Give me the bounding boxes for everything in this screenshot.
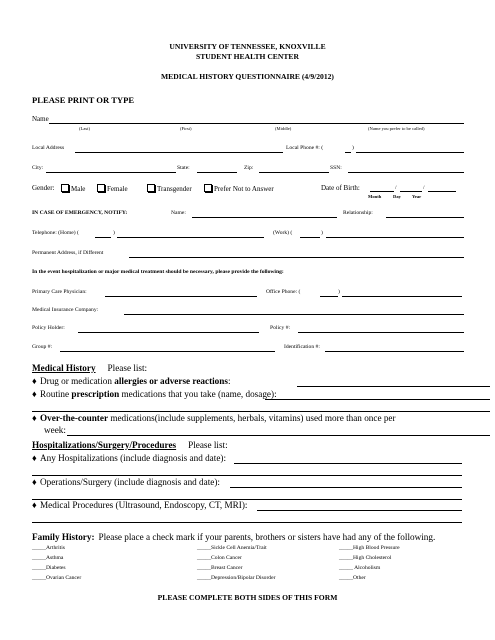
diamond-bullet-icon: ♦ bbox=[32, 389, 37, 399]
city-label: City: bbox=[32, 165, 44, 171]
office-phone-area-field[interactable] bbox=[320, 296, 338, 297]
emergency-home-phone-field[interactable] bbox=[117, 237, 264, 238]
dob-day-caption: Day bbox=[393, 194, 401, 199]
name-first-caption: (First) bbox=[180, 126, 192, 131]
family-item-alcoholism[interactable]: _____ Alcoholism bbox=[339, 565, 381, 571]
dob-day-field[interactable] bbox=[400, 191, 422, 192]
permanent-address-field[interactable] bbox=[129, 257, 464, 258]
procedures-field-2[interactable] bbox=[32, 522, 462, 523]
emergency-home-phone-label: Telephone: (Home) ( bbox=[32, 230, 79, 236]
hospitalizations-heading: Hospitalizations/Surgery/Procedures Please list: bbox=[32, 440, 228, 450]
policy-number-field[interactable] bbox=[298, 332, 464, 333]
state-field[interactable] bbox=[197, 172, 237, 173]
procedures-field[interactable] bbox=[257, 510, 462, 511]
prescription-field[interactable] bbox=[265, 399, 490, 400]
procedures-item: ♦ Medical Procedures (Ultrasound, Endoscopy, CT, MRI): bbox=[32, 500, 248, 510]
diamond-bullet-icon: ♦ bbox=[32, 376, 37, 386]
emergency-relationship-field[interactable] bbox=[386, 217, 464, 218]
name-last-caption: (Last) bbox=[79, 126, 90, 131]
hospitalizations-field[interactable] bbox=[234, 463, 462, 464]
local-address-label: Local Address bbox=[32, 145, 65, 151]
checkbox-icon bbox=[61, 184, 69, 192]
gender-option-male[interactable]: Male bbox=[61, 184, 85, 193]
identification-field[interactable] bbox=[325, 351, 464, 352]
gender-option-female[interactable]: Female bbox=[97, 184, 128, 193]
office-phone-close: ) bbox=[338, 289, 340, 295]
form-page: UNIVERSITY OF TENNESSEE, KNOXVILLE STUDENT HEALTH CENTER MEDICAL HISTORY QUESTIONNAIRE (4/9/2012) PLEASE PRINT OR TYPE Name (Last) (First) (Middle) (Name you prefer to be called) Local Address Local Phone #: ( ) City: State: Zip: SSN: Gender: Male Female Transgender Prefer Not to Answer Date of Birth: / / Month Day Year IN CASE OF EMERGENCY, NOTIFY: Name: Relationship: Telephone: (Home) ( ) (Work) ( ) Permanent Address, if Different In the event hospitalization or major medical treatment should be necessary, please provide the following: Primary Care Physician: Office Phone: ( ) Medical Insurance Company: Policy Holder: Policy #: Group #: Identification #: Medical History Please list: ♦ Drug or medication allergies or adverse reactions: ♦ Routine prescription medications that you take (name, dosage): ♦ Over-the-counter medications(include supplements, herbals, vitamins) used more than once per week: Hospitalizations/Surgery/Procedures Please list: ♦ Any Hospitalizations (include diagnosis and date): ♦ Operations/Surgery (include diagnosis and date): ♦ Medical Procedures (Ultrasound, Endoscopy, CT, MRI): Family History: Please place a check mark if your parents, brothers or sisters have had any of the following. _____Arthritis _____Sickle Cell Anemia/Trait _____High Blood Pressure _____Asthma _____Colon Cancer _____High Cholesterol _____Diabetes _____Breast Cancer _____ Alcoholism _____Ovarian Cancer _____Depression/Bipolar Disorder _____Other PLEASE COMPLETE BOTH SIDES OF THIS FORM bbox=[0, 0, 495, 640]
gender-label: Gender: bbox=[32, 184, 55, 192]
family-history-heading: Family History: Please place a check mark if your parents, brothers or sisters have had any of the following. bbox=[32, 532, 436, 542]
emergency-work-close: ) bbox=[321, 230, 323, 236]
emergency-work-phone-field[interactable] bbox=[326, 237, 464, 238]
checkbox-icon bbox=[147, 184, 155, 192]
family-item-sickle-cell[interactable]: _____Sickle Cell Anemia/Trait bbox=[197, 545, 267, 551]
local-phone-field[interactable] bbox=[356, 152, 464, 153]
local-address-field[interactable] bbox=[75, 152, 283, 153]
otc-week-label: week: bbox=[44, 425, 66, 435]
hospitalizations-field-2[interactable] bbox=[32, 475, 462, 476]
diamond-bullet-icon: ♦ bbox=[32, 413, 37, 423]
insurance-company-label: Medical Insurance Company: bbox=[32, 307, 99, 313]
state-label: State: bbox=[177, 165, 190, 171]
zip-label: Zip: bbox=[244, 165, 254, 171]
emergency-home-close: ) bbox=[113, 230, 115, 236]
dob-year-field[interactable] bbox=[428, 191, 456, 192]
name-preferred-caption: (Name you prefer to be called) bbox=[368, 126, 425, 131]
name-middle-caption: (Middle) bbox=[275, 126, 292, 131]
dob-month-caption: Month bbox=[368, 194, 382, 199]
family-item-diabetes[interactable]: _____Diabetes bbox=[32, 565, 66, 571]
local-phone-close: ) bbox=[352, 145, 354, 151]
city-field[interactable] bbox=[46, 172, 176, 173]
diamond-bullet-icon: ♦ bbox=[32, 500, 37, 510]
family-item-ovarian-cancer[interactable]: _____Ovarian Cancer bbox=[32, 575, 82, 581]
family-item-other[interactable]: _____Other bbox=[339, 575, 366, 581]
ssn-label: SSN: bbox=[330, 165, 342, 171]
emergency-work-area-field[interactable] bbox=[300, 237, 320, 238]
zip-field[interactable] bbox=[259, 172, 329, 173]
office-phone-label: Office Phone: ( bbox=[266, 289, 301, 295]
policy-holder-field[interactable] bbox=[78, 332, 259, 333]
group-number-label: Group #: bbox=[32, 344, 53, 350]
university-title: UNIVERSITY OF TENNESSEE, KNOXVILLE bbox=[169, 42, 326, 51]
otc-item: ♦ Over-the-counter medications(include supplements, herbals, vitamins) used more than once per bbox=[32, 413, 396, 423]
prescription-item: ♦ Routine prescription medications that you take (name, dosage): bbox=[32, 389, 277, 399]
center-title: STUDENT HEALTH CENTER bbox=[196, 52, 299, 61]
emergency-name-field[interactable] bbox=[192, 217, 337, 218]
surgery-field[interactable] bbox=[230, 487, 462, 488]
pcp-label: Primary Care Physician: bbox=[32, 289, 87, 295]
family-item-depression[interactable]: _____Depression/Bipolar Disorder bbox=[197, 575, 276, 581]
group-number-field[interactable] bbox=[60, 351, 275, 352]
allergies-field[interactable] bbox=[297, 386, 490, 387]
family-item-high-blood-pressure[interactable]: _____High Blood Pressure bbox=[339, 545, 400, 551]
local-phone-label: Local Phone #: ( bbox=[286, 145, 324, 151]
pcp-field[interactable] bbox=[105, 296, 257, 297]
identification-label: Identification #: bbox=[284, 344, 320, 350]
family-item-arthritis[interactable]: _____Arthritis bbox=[32, 545, 65, 551]
allergies-item: ♦ Drug or medication allergies or adverse reactions: bbox=[32, 376, 231, 386]
family-item-asthma[interactable]: _____Asthma bbox=[32, 555, 64, 561]
form-title: MEDICAL HISTORY QUESTIONNAIRE (4/9/2012) bbox=[161, 72, 334, 81]
surgery-item: ♦ Operations/Surgery (include diagnosis and date): bbox=[32, 477, 220, 487]
prescription-field-2[interactable] bbox=[32, 411, 490, 412]
diamond-bullet-icon: ♦ bbox=[32, 453, 37, 463]
diamond-bullet-icon: ♦ bbox=[32, 477, 37, 487]
dob-year-caption: Year bbox=[412, 194, 422, 199]
family-item-high-cholesterol[interactable]: _____High Cholesterol bbox=[339, 555, 392, 561]
dob-label: Date of Birth: bbox=[321, 184, 360, 192]
checkbox-icon bbox=[204, 184, 212, 192]
office-phone-field[interactable] bbox=[342, 296, 462, 297]
insurance-notice: In the event hospitalization or major medical treatment should be necessary, please provide the following: bbox=[32, 269, 284, 275]
policy-holder-label: Policy Holder: bbox=[32, 325, 65, 331]
family-item-breast-cancer[interactable]: _____Breast Cancer bbox=[197, 565, 243, 571]
policy-number-label: Policy #: bbox=[270, 325, 291, 331]
gender-option-prefer-not[interactable]: Prefer Not to Answer bbox=[204, 184, 274, 193]
emergency-heading: IN CASE OF EMERGENCY, NOTIFY: bbox=[32, 210, 128, 216]
footer-notice: PLEASE COMPLETE BOTH SIDES OF THIS FORM bbox=[157, 593, 338, 602]
name-label: Name bbox=[32, 115, 49, 123]
insurance-company-field[interactable] bbox=[124, 314, 464, 315]
emergency-work-phone-label: (Work) ( bbox=[273, 230, 293, 236]
otc-field[interactable] bbox=[67, 435, 490, 436]
local-phone-area-field[interactable] bbox=[345, 152, 351, 153]
emergency-name-label: Name: bbox=[171, 210, 186, 216]
family-item-colon-cancer[interactable]: _____Colon Cancer bbox=[197, 555, 242, 561]
hospitalizations-item: ♦ Any Hospitalizations (include diagnosis and date): bbox=[32, 453, 227, 463]
ssn-field[interactable] bbox=[348, 172, 464, 173]
permanent-address-label: Permanent Address, if Different bbox=[32, 250, 104, 256]
medical-history-heading: Medical History Please list: bbox=[32, 363, 148, 373]
name-field[interactable] bbox=[49, 123, 464, 124]
emergency-home-area-field[interactable] bbox=[95, 237, 111, 238]
checkbox-icon bbox=[97, 184, 105, 192]
print-instruction: PLEASE PRINT OR TYPE bbox=[32, 95, 135, 105]
gender-option-transgender[interactable]: Transgender bbox=[147, 184, 192, 193]
dob-month-field[interactable] bbox=[370, 191, 394, 192]
emergency-relationship-label: Relationship: bbox=[343, 210, 373, 216]
